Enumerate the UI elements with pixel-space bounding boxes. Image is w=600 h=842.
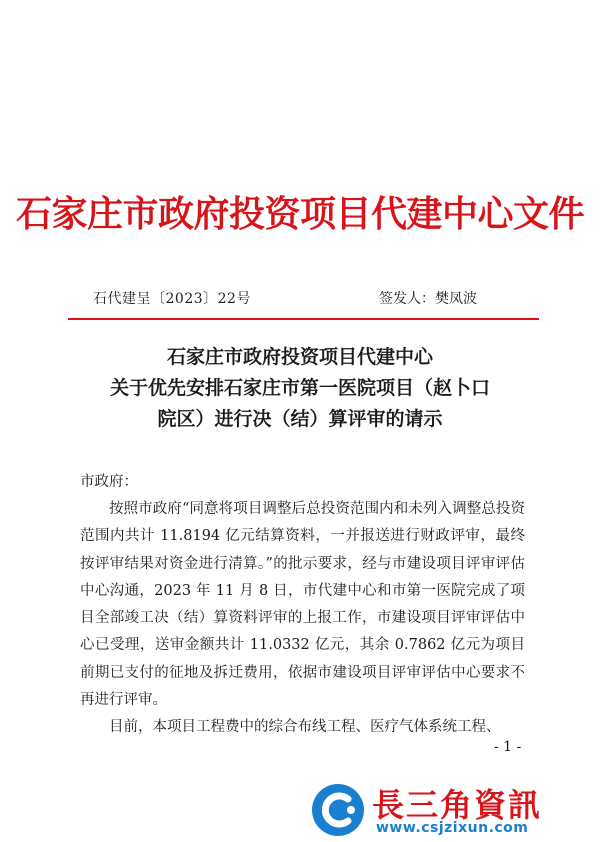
- document-header: 石家庄市政府投资项目代建中心文件: [15, 193, 584, 235]
- watermark: [310, 778, 600, 842]
- salutation: 市政府：: [80, 474, 138, 490]
- page-number: - 1 -: [494, 739, 522, 755]
- document-body: [80, 496, 525, 742]
- title-line: 院区）进行决（结）算评审的请示: [157, 408, 443, 430]
- watermark-url: www.csjzixun.com: [376, 820, 529, 836]
- signer-label: 签发人：樊凤波: [379, 291, 477, 307]
- watermark-brand: 長三角資訊: [372, 786, 543, 824]
- body-paragraph: 目前，本项目工程费中的综合布线工程、医疗气体系统工程、: [109, 719, 501, 736]
- document-number: 石代建呈〔2023〕22号: [93, 291, 251, 307]
- document-title: [70, 342, 530, 435]
- csj-logo-icon: [310, 782, 366, 838]
- red-separator-line: [68, 318, 539, 320]
- body-paragraph: 按照市政府“同意将项目调整后总投资范围内和未列入调整总投资范围内共计 11.8194 亿元结算资料，一并报送进行财政评审，最终按评审结果对资金进行清算。”的批示要求，经与市建设项目评审评估中心沟通，2023 年 11 月 8 日，市代建中心和市第一医院完成了项目全部竣工决（结）算资料评审的上报工作，市建设项目评审评估中心已受理，送审金额共计 11.0332 亿元，其余 0.7862 亿元为项目前期已支付的征地及拆迁费用，依据市建设项目评审评估中心要求不再进行评审。: [80, 501, 525, 709]
- title-line: 石家庄市政府投资项目代建中心: [166, 346, 433, 368]
- title-line: 关于优先安排石家庄市第一医院项目（赵卜口: [109, 377, 490, 399]
